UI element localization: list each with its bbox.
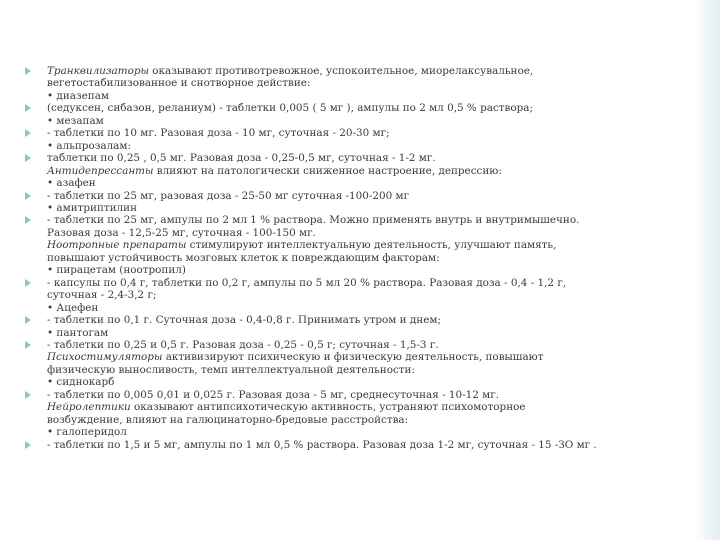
decorative-side-band [692, 0, 720, 540]
line-text: - капсулы по 0,4 г, таблетки по 0,2 г, ампулы по 5 мл 20 % раствора. Разовая доза - 0,4 - 1,2 г, [47, 276, 567, 289]
text-line [47, 426, 693, 438]
line-text: - таблетки по 0,005 0,01 и 0,025 г. Разовая доза - 5 мг, среднесуточная - 10-12 мг. [47, 388, 499, 401]
text-line [47, 102, 693, 114]
bullet-arrow-icon [25, 67, 31, 75]
line-text: • галоперидол [47, 426, 127, 439]
bullet-list [25, 65, 693, 451]
text-line [47, 314, 693, 326]
text-line [47, 214, 693, 226]
text-line [47, 190, 693, 202]
bullet-arrow-icon [25, 104, 31, 112]
line-text: таблетки по 0,25 , 0,5 мг. Разовая доза - 0,25-0,5 мг, суточная - 1-2 мг. [47, 152, 436, 165]
line-text: - таблетки по 0,25 и 0,5 г. Разовая доза - 0,25 - 0,5 г; суточная - 1,5-3 г. [47, 338, 439, 351]
text-line [47, 140, 693, 152]
list-item [25, 214, 693, 276]
text-line [47, 152, 693, 164]
line-text: повышают устойчивость мозговых клеток к повреждающим факторам: [47, 251, 440, 264]
bullet-arrow-icon [25, 341, 31, 349]
text-line [47, 389, 693, 401]
line-text: - таблетки по 10 мг. Разовая доза - 10 мг, суточная - 20-30 мг; [47, 127, 390, 140]
text-line [47, 177, 693, 189]
line-text: • амитриптилин [47, 201, 138, 214]
line-text: • сиднокарб [47, 376, 115, 389]
line-text: • пирацетам (ноотропил) [47, 264, 186, 277]
line-text: вегетостабилизованное и снотворное действие: [47, 77, 311, 90]
line-text: (седуксен, сибазон, реланиум) - таблетки 0,005 ( 5 мг ), ампулы по 2 мл 0,5 % раствора; [47, 102, 533, 115]
list-item [25, 439, 693, 451]
text-line [47, 65, 693, 77]
line-text: физическую выносливость, темп интеллектуальной деятельности: [47, 363, 415, 376]
list-item [25, 339, 693, 389]
bullet-arrow-icon [25, 441, 31, 449]
list-item [25, 127, 693, 152]
bullet-arrow-icon [25, 391, 31, 399]
line-text: Разовая доза - 12,5-25 мг, суточная - 100-150 мг. [47, 226, 316, 239]
line-text: возбуждение, влияют на галюцинаторно-бредовые расстройства: [47, 413, 409, 426]
line-text: суточная - 2,4-3,2 г; [47, 289, 157, 302]
text-line [47, 277, 693, 289]
list-item [25, 389, 693, 439]
line-text: влияют на патологически сниженное настроение, депрессию: [153, 164, 502, 177]
line-text: активизируют психическую и физическую деятельность, повышают [162, 351, 544, 364]
text-line [47, 364, 693, 376]
text-line [47, 401, 693, 413]
line-text: стимулируют интеллектуальную деятельность, улучшают память, [186, 239, 557, 252]
line-text: • мезапам [47, 114, 104, 127]
line-text: • альпрозалам: [47, 139, 131, 152]
bullet-arrow-icon [25, 192, 31, 200]
text-line [47, 289, 693, 301]
bullet-arrow-icon [25, 279, 31, 287]
text-line [47, 376, 693, 388]
line-text: • пантогам [47, 326, 109, 339]
text-line [47, 439, 693, 451]
text-line [47, 351, 693, 363]
list-item [25, 102, 693, 127]
text-line [47, 165, 693, 177]
text-line [47, 414, 693, 426]
text-line [47, 302, 693, 314]
line-text: оказывают противотревожное, успокоительное, миорелаксувальное, [148, 65, 534, 77]
drug-class-term: Транквилизаторы [47, 65, 149, 77]
line-text: оказывают антипсихотическую активность, устраняют психомоторное [130, 401, 526, 414]
line-text: - таблетки по 1,5 и 5 мг, ампулы по 1 мл 0,5 % раствора. Разовая доза 1-2 мг, суточная - 15 -ЗО мг . [47, 438, 597, 451]
list-item [25, 65, 693, 102]
drug-class-term: Нейролептики [47, 401, 131, 414]
text-line [47, 239, 693, 251]
bullet-arrow-icon [25, 129, 31, 137]
list-item [25, 314, 693, 339]
text-line [47, 90, 693, 102]
text-line [47, 202, 693, 214]
text-line [47, 252, 693, 264]
list-item [25, 152, 693, 189]
text-line [47, 227, 693, 239]
text-line [47, 327, 693, 339]
bullet-arrow-icon [25, 216, 31, 224]
drug-class-term: Психостимуляторы [47, 351, 163, 364]
line-text: • Ацефен [47, 301, 99, 314]
text-line [47, 77, 693, 89]
drug-class-term: Антидепрессанты [47, 164, 154, 177]
line-text: - таблетки по 25 мг, разовая доза - 25-50 мг суточная -100-200 мг [47, 189, 410, 202]
drug-class-term: Ноотропные препараты [47, 239, 187, 252]
bullet-arrow-icon [25, 154, 31, 162]
text-line [47, 264, 693, 276]
text-line [47, 339, 693, 351]
list-item [25, 277, 693, 314]
line-text: • азафен [47, 177, 96, 190]
list-item [25, 190, 693, 215]
bullet-arrow-icon [25, 316, 31, 324]
line-text: • диазепам [47, 89, 109, 102]
line-text: - таблетки по 0,1 г. Суточная доза - 0,4-0,8 г. Принимать утром и днем; [47, 314, 441, 327]
text-line [47, 127, 693, 139]
text-line [47, 115, 693, 127]
line-text: - таблетки по 25 мг, ампулы по 2 мл 1 % раствора. Можно применять внутрь и внутримышечно. [47, 214, 580, 227]
